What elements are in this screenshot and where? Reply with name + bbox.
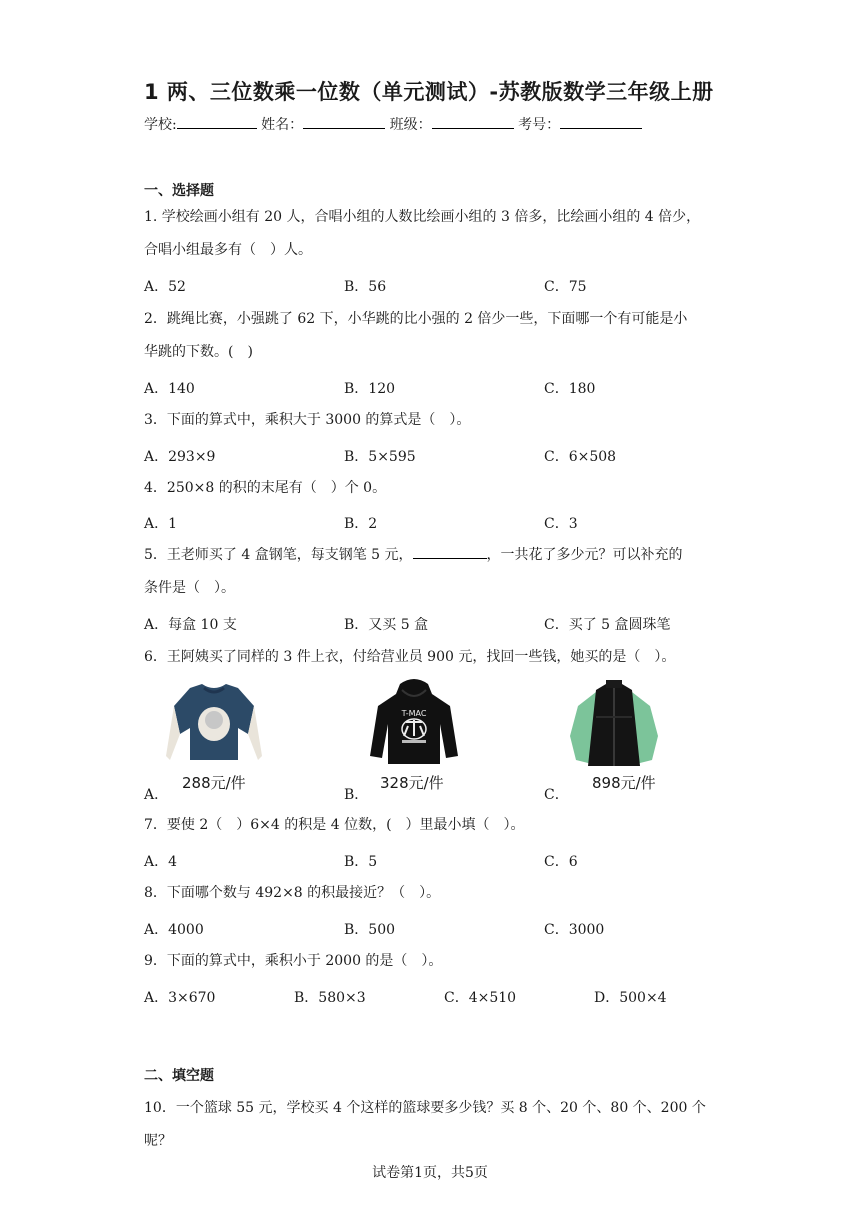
question-text: 5．王老师买了 4 盒钢笔，每支钢笔 5 元， bbox=[144, 547, 413, 563]
option-d[interactable]: D．500×4 bbox=[594, 990, 667, 1006]
option-a[interactable]: A．52 bbox=[144, 279, 186, 295]
page-title: 1 两、三位数乘一位数（单元测试）-苏教版数学三年级上册 bbox=[144, 80, 714, 104]
option-c[interactable]: C．6 bbox=[544, 854, 578, 870]
section-heading-choice: 一、选择题 bbox=[144, 183, 214, 199]
question-text: 华跳的下数。( ) bbox=[144, 344, 253, 360]
question-text: 6．王阿姨买了同样的 3 件上衣，付给营业员 900 元，找回一些钱，她买的是（ ）。 bbox=[144, 649, 676, 665]
number-blank[interactable] bbox=[560, 116, 642, 129]
question-text: 条件是（ ）。 bbox=[144, 580, 235, 596]
option-b[interactable]: B．120 bbox=[344, 381, 396, 397]
option-c[interactable]: C．180 bbox=[544, 381, 596, 397]
class-label: 班级： bbox=[389, 117, 432, 133]
section-heading-fill: 二、填空题 bbox=[144, 1068, 214, 1084]
option-b[interactable]: B．2 bbox=[344, 516, 378, 532]
options-q9 bbox=[144, 987, 720, 1011]
question-1 bbox=[144, 201, 720, 267]
student-info-line bbox=[144, 114, 642, 134]
page-footer: 试卷第1页，共5页 bbox=[372, 1165, 488, 1181]
question-text: 4．250×8 的积的末尾有（ ）个 0。 bbox=[144, 480, 387, 496]
option-b[interactable]: B．5×595 bbox=[344, 449, 416, 465]
options-q5 bbox=[144, 614, 720, 638]
name-blank[interactable] bbox=[303, 116, 385, 129]
question-4 bbox=[144, 472, 720, 505]
option-b[interactable] bbox=[344, 676, 484, 806]
option-a[interactable] bbox=[144, 676, 284, 806]
question-text: 1. 学校绘画小组有 20 人，合唱小组的人数比绘画小组的 3 倍多，比绘画小组的 4 倍少， bbox=[144, 209, 701, 225]
option-c[interactable] bbox=[544, 676, 684, 806]
question-8 bbox=[144, 877, 720, 910]
name-label: 姓名： bbox=[261, 117, 304, 133]
option-a[interactable]: A．每盒 10 支 bbox=[144, 617, 237, 633]
hoodie-image bbox=[366, 676, 462, 772]
option-c[interactable]: C．买了 5 盒圆珠笔 bbox=[544, 617, 671, 633]
option-c[interactable]: C．4×510 bbox=[444, 990, 517, 1006]
option-a[interactable]: A．3×670 bbox=[144, 990, 216, 1006]
price-label: 898元/件 bbox=[592, 774, 656, 792]
number-label: 考号： bbox=[518, 117, 561, 133]
question-9 bbox=[144, 945, 720, 978]
option-label: A． bbox=[144, 787, 169, 803]
options-q1 bbox=[144, 276, 720, 300]
option-a[interactable]: A．1 bbox=[144, 516, 178, 532]
jacket-image bbox=[566, 676, 662, 772]
question-text: 10．一个篮球 55 元，学校买 4 个这样的篮球要多少钱？买 8 个、20 个、80 个、200 个 bbox=[144, 1100, 706, 1116]
option-c[interactable]: C．3000 bbox=[544, 922, 605, 938]
option-b[interactable]: B．5 bbox=[344, 854, 378, 870]
options-q4 bbox=[144, 513, 720, 537]
price-label: 288元/件 bbox=[182, 774, 246, 792]
class-blank[interactable] bbox=[432, 116, 514, 129]
option-b[interactable]: B．56 bbox=[344, 279, 387, 295]
question-text: 2．跳绳比赛，小强跳了 62 下，小华跳的比小强的 2 倍少一些，下面哪一个有可能是小 bbox=[144, 311, 688, 327]
school-label: 学校: bbox=[144, 117, 177, 133]
question-text: 呢？ bbox=[144, 1133, 172, 1149]
school-blank[interactable] bbox=[177, 116, 257, 129]
option-b[interactable]: B．580×3 bbox=[294, 990, 366, 1006]
question-text: 7．要使 2（ ）6×4 的积是 4 位数，( ）里最小填（ ）。 bbox=[144, 817, 525, 833]
question-3 bbox=[144, 404, 720, 437]
price-label: 328元/件 bbox=[380, 774, 444, 792]
option-a[interactable]: A．293×9 bbox=[144, 449, 216, 465]
option-c[interactable]: C．3 bbox=[544, 516, 578, 532]
option-b[interactable]: B．500 bbox=[344, 922, 396, 938]
option-b[interactable]: B．又买 5 盒 bbox=[344, 617, 429, 633]
option-c[interactable]: C．6×508 bbox=[544, 449, 617, 465]
option-label: B． bbox=[344, 787, 369, 803]
question-7 bbox=[144, 809, 720, 842]
options-q6-images bbox=[144, 676, 720, 806]
question-text: 3．下面的算式中，乘积大于 3000 的算式是（ ）。 bbox=[144, 412, 471, 428]
options-q8 bbox=[144, 919, 720, 943]
options-q3 bbox=[144, 446, 720, 470]
option-c[interactable]: C．75 bbox=[544, 279, 587, 295]
option-a[interactable]: A．140 bbox=[144, 381, 195, 397]
option-a[interactable]: A．4 bbox=[144, 854, 178, 870]
question-10 bbox=[144, 1092, 720, 1158]
tshirt-image bbox=[166, 676, 262, 772]
option-label: C． bbox=[544, 787, 569, 803]
options-q2 bbox=[144, 378, 720, 402]
question-text: 9．下面的算式中，乘积小于 2000 的是（ ）。 bbox=[144, 953, 443, 969]
question-text: 合唱小组最多有（ ）人。 bbox=[144, 242, 312, 258]
question-2 bbox=[144, 303, 720, 369]
question-5 bbox=[144, 539, 720, 605]
question-6 bbox=[144, 641, 720, 674]
options-q7 bbox=[144, 851, 720, 875]
fill-blank[interactable] bbox=[413, 546, 487, 559]
hoodie-logo-text: T-MAC bbox=[401, 709, 427, 718]
question-text: ，一共花了多少元？可以补充的 bbox=[486, 547, 683, 563]
question-text: 8．下面哪个数与 492×8 的积最接近？（ ）。 bbox=[144, 885, 441, 901]
option-a[interactable]: A．4000 bbox=[144, 922, 204, 938]
